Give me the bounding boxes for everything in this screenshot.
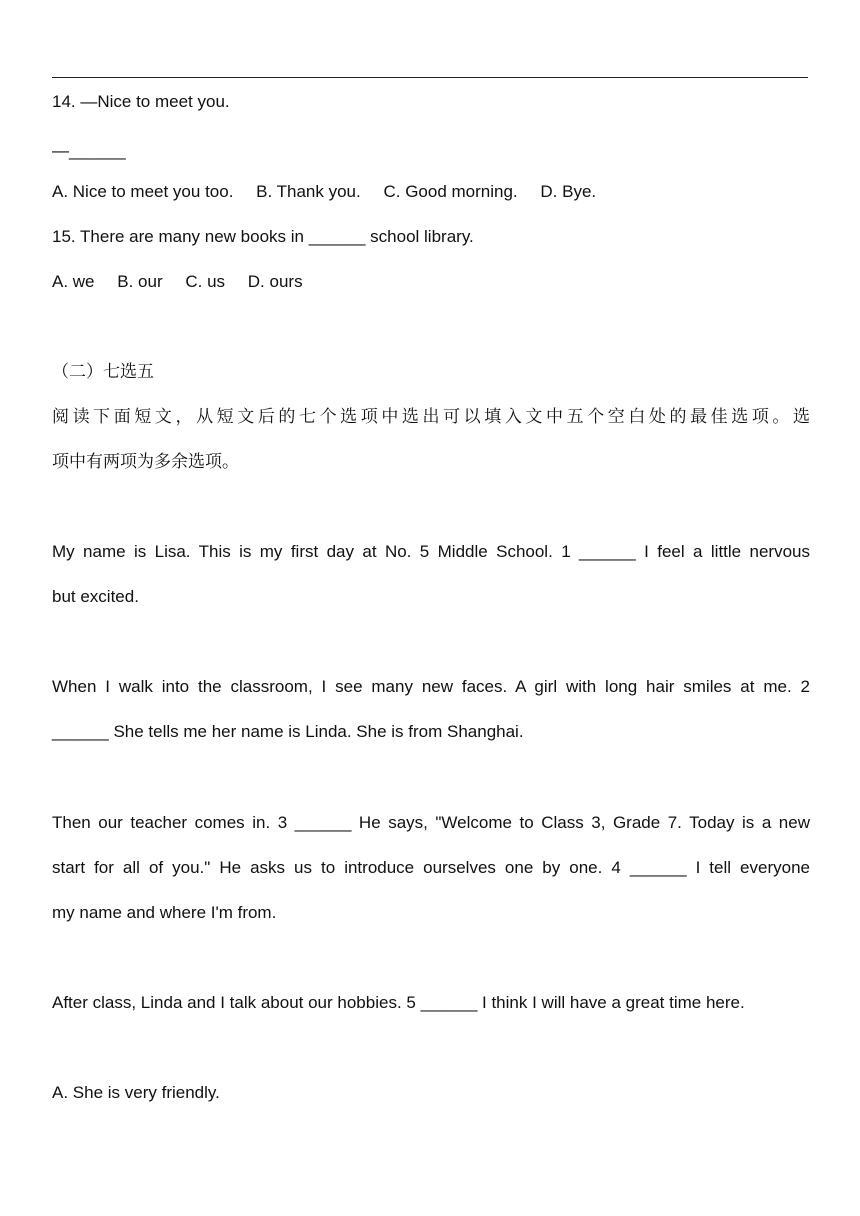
q15-option-d: D. ours — [247, 272, 303, 291]
q15-option-c: C. us — [185, 272, 226, 291]
passage-p3-line1: Then our teacher comes in. 3 ______ He says, "Welcome to Class 3, Grade 7. Today is a new — [52, 813, 810, 832]
q15-option-a: A. we — [52, 272, 95, 291]
section-instruction-line1: 阅读下面短文，从短文后的七个选项中选出可以填入文中五个空白处的最佳选项。选 — [52, 407, 810, 427]
q14-reply-blank: —______ — [52, 141, 126, 160]
q15-option-b: B. our — [117, 272, 163, 291]
q14-option-a: A. Nice to meet you too. — [52, 182, 234, 201]
section-instruction-line2: 项中有两项为多余选项。 — [52, 452, 239, 472]
q15-options — [52, 270, 303, 294]
q14-option-c: C. Good morning. — [383, 182, 518, 201]
passage-p2-line1: When I walk into the classroom, I see many new faces. A girl with long hair smiles at me. 2 — [52, 677, 810, 696]
passage-p2-line2: ______ She tells me her name is Linda. She is from Shanghai. — [52, 722, 524, 741]
q14-option-d: D. Bye. — [540, 182, 597, 201]
q14-options — [52, 180, 596, 204]
passage-p4-line1: After class, Linda and I talk about our hobbies. 5 ______ I think I will have a great time here. — [52, 993, 745, 1012]
q14-question: 14. —Nice to meet you. — [52, 92, 230, 111]
passage-p1-line2: but excited. — [52, 587, 139, 606]
q15-question: 15. There are many new books in ______ school library. — [52, 227, 474, 246]
header-rule — [52, 77, 808, 78]
choice-a: A. She is very friendly. — [52, 1083, 220, 1102]
q14-option-b: B. Thank you. — [256, 182, 361, 201]
passage-p3-line3: my name and where I'm from. — [52, 903, 277, 922]
passage-p3-line2: start for all of you." He asks us to introduce ourselves one by one. 4 ______ I tell everyone — [52, 858, 810, 877]
section-title: （二）七选五 — [52, 362, 154, 382]
passage-p1-line1: My name is Lisa. This is my first day at No. 5 Middle School. 1 ______ I feel a little nervous — [52, 542, 810, 561]
